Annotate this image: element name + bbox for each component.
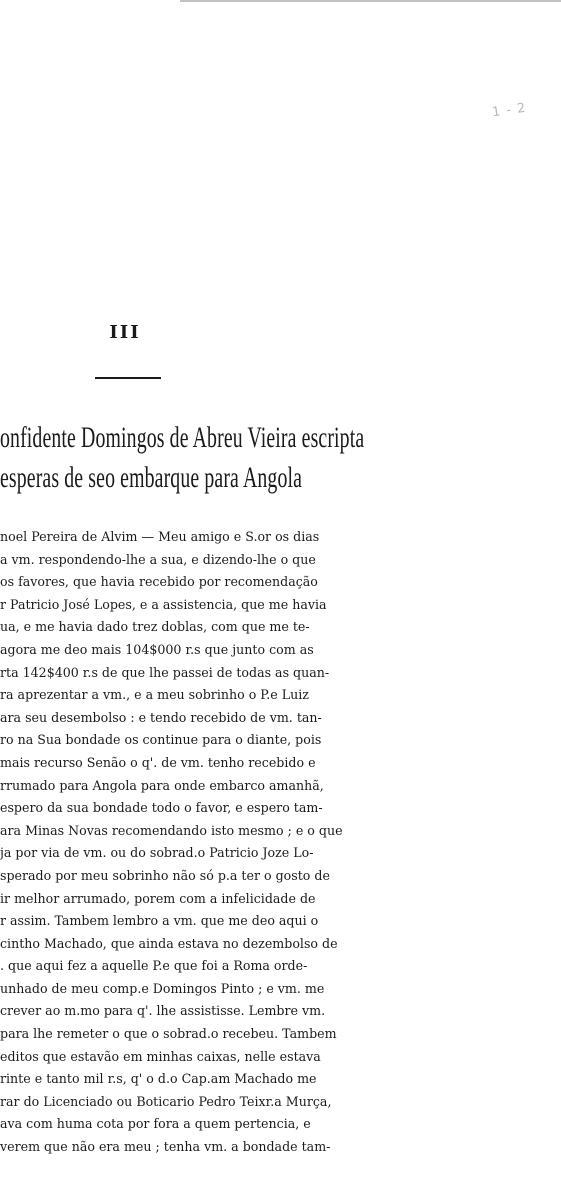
body-line: ro na Sua bondade os continue para o diante, pois <box>0 733 322 749</box>
body-line: . que aqui fez a aquelle P.e que foi a Roma orde- <box>0 959 308 975</box>
body-line: cintho Machado, que ainda estava no dezembolso de <box>0 936 338 952</box>
top-edge-rule <box>180 0 561 2</box>
body-line: r assim. Tambem lembro a vm. que me deo aqui o <box>0 914 319 930</box>
body-line: unhado de meu comp.e Domingos Pinto ; e vm. me <box>0 981 325 997</box>
body-line: ra aprezentar a vm., e a meu sobrinho o P.e Luiz <box>0 688 309 704</box>
body-line: ara seu desembolso : e tendo recebido de vm. tan- <box>0 710 322 726</box>
body-line: os favores, que havia recebido por recomendação <box>0 575 318 591</box>
body-line: para lhe remeter o que o sobrad.o recebeu. Tambem <box>0 1027 337 1043</box>
letter-body <box>0 527 561 1160</box>
body-line: agora me deo mais 104$000 r.s que junto com as <box>0 642 314 658</box>
title-line: esperas de seo embarque para Angola <box>0 461 303 494</box>
body-line: ua, e me havia dado trez doblas, com que me te- <box>0 620 310 636</box>
body-line: a vm. respondendo-lhe a sua, e dizendo-lhe o que <box>0 552 316 568</box>
body-line: ava com huma cota por fora a quem pertencia, e <box>0 1117 311 1133</box>
body-line: mais recurso Senão o q'. de vm. tenho recebido e <box>0 755 316 771</box>
body-line: rar do Licenciado ou Boticario Pedro Teixr.a Murça, <box>0 1094 332 1110</box>
body-line: editos que estavão em minhas caixas, nelle estava <box>0 1049 321 1065</box>
chapter-number: III <box>109 322 141 343</box>
body-line: verem que não era meu ; tenha vm. a bondade tam- <box>0 1140 331 1156</box>
body-line: rinte e tanto mil r.s, q' o d.o Cap.am Machado me <box>0 1072 317 1088</box>
body-line: r Patricio José Lopes, e a assistencia, que me havia <box>0 597 327 613</box>
body-line: ir melhor arrumado, porem com a infelicidade de <box>0 891 316 907</box>
body-line: ja por via de vm. ou do sobrad.o Patricio Joze Lo- <box>0 846 314 862</box>
body-line: rta 142$400 r.s de que lhe passei de todas as quan- <box>0 665 330 681</box>
body-line: rrumado para Angola para onde embarco amanhã, <box>0 778 324 794</box>
title-line: onfidente Domingos de Abreu Vieira escripta <box>0 421 365 454</box>
body-line: noel Pereira de Alvim — Meu amigo e S.or os dias <box>0 530 320 545</box>
body-line: crever ao m.mo para q'. lhe assistisse. Lembre vm. <box>0 1004 326 1020</box>
body-line: ara Minas Novas recomendando isto mesmo ; e o que <box>0 823 343 839</box>
page-corner-mark: 1 - 2 <box>491 100 528 121</box>
letter-title <box>0 418 420 498</box>
body-line: espero da sua bondade todo o favor, e espero tam- <box>0 801 323 817</box>
chapter-divider <box>95 377 161 379</box>
body-line: sperado por meu sobrinho não só p.a ter o gosto de <box>0 868 330 884</box>
